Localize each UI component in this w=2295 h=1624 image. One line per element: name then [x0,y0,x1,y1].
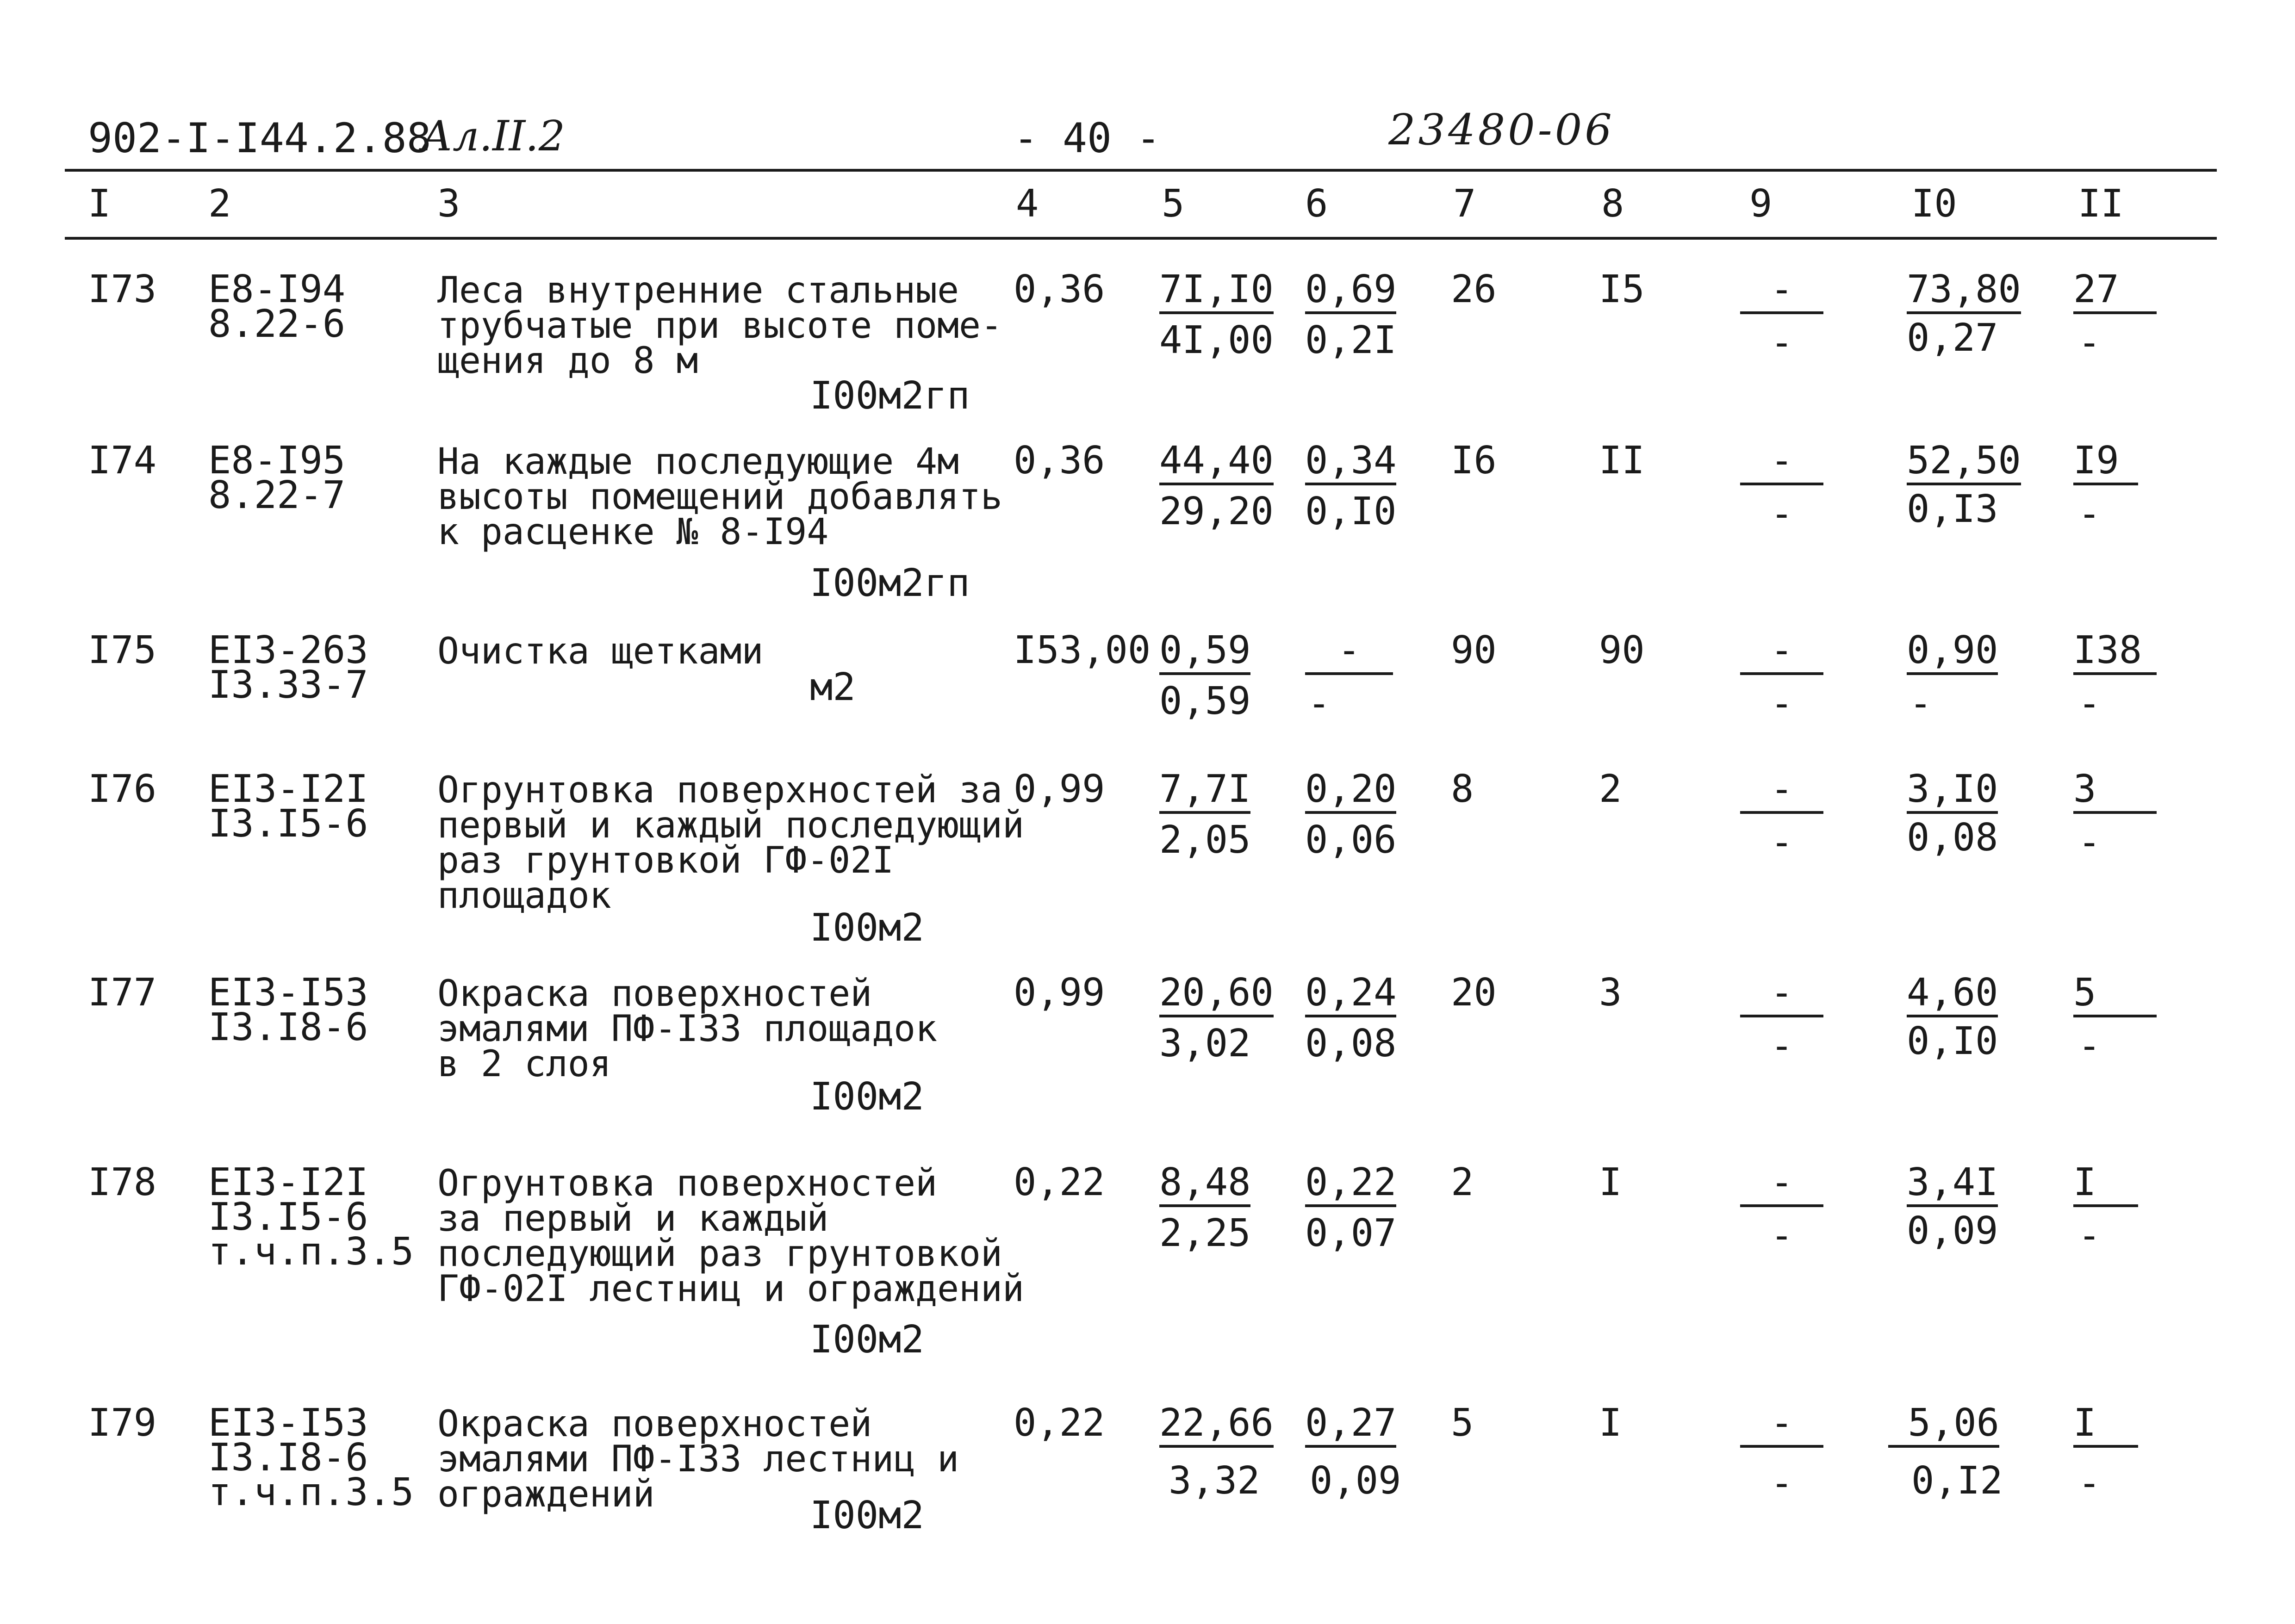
norm-code: E8-I95 [208,439,346,483]
col5-top: 0,59 [1159,632,1250,675]
col5-top: 44,40 [1159,442,1274,485]
col9-top: - [1740,1164,1823,1207]
col-header-8: 8 [1601,182,1624,226]
measure-unit: I00м2 [810,1494,924,1537]
col9-bottom: - [1770,321,1793,365]
table-top-rule [65,169,2217,172]
quantity: 0,36 [1014,267,1105,311]
col11-bottom: - [2078,1024,2101,1068]
col-header-9: 9 [1749,182,1773,226]
col10-bottom: - [1909,682,1932,725]
col5-top: 7I,I0 [1159,271,1274,314]
col6-top: 0,27 [1305,1404,1396,1448]
inventory-number: 23480-06 [1388,105,1615,155]
col8-value: 90 [1599,628,1645,672]
col8-value: I [1599,1401,1622,1445]
measure-unit: I00м2 [810,1318,924,1362]
col5-bottom: 0,59 [1159,679,1251,723]
col-header-1: I [88,182,111,226]
col6-bottom: 0,2I [1305,318,1397,362]
col6-bottom: 0,08 [1305,1022,1397,1066]
col9-bottom: - [1770,1214,1793,1258]
col5-top: 20,60 [1159,974,1274,1017]
col5-bottom: 4I,00 [1159,318,1274,362]
col7-value: 2 [1451,1160,1474,1204]
col10-top: 52,50 [1907,442,2021,485]
col6-top: 0,69 [1305,271,1396,314]
col9-top: - [1740,442,1823,485]
quantity: 0,36 [1014,439,1105,483]
col10-top: 4,60 [1907,974,1998,1017]
col6-bottom: 0,07 [1305,1211,1397,1255]
col9-bottom: - [1770,682,1793,725]
measure-unit: I00м2 [810,1075,924,1119]
col7-value: I6 [1451,439,1497,483]
col-header-2: 2 [208,182,231,226]
col7-value: 8 [1451,767,1474,811]
sheet-number: Ал.II.2 [421,112,566,161]
quantity: 0,99 [1014,767,1105,811]
col11-top: I [2073,1164,2138,1207]
col-header-6: 6 [1305,182,1328,226]
col11-bottom: - [2078,820,2101,864]
col8-value: 2 [1599,767,1622,811]
norm-code: EI3-I53 [208,971,368,1015]
col11-top: I9 [2073,442,2138,485]
col-header-7: 7 [1453,182,1476,226]
norm-code: 8.22-6 [208,302,346,346]
col6-bottom: - [1307,682,1331,725]
row-number: I75 [88,628,157,672]
measure-unit: I00м2 [810,906,924,950]
col7-value: 26 [1451,267,1497,311]
col9-top: - [1740,632,1823,675]
col5-bottom: 3,02 [1159,1022,1251,1066]
col6-bottom: 0,06 [1305,818,1397,862]
col6-bottom: 0,I0 [1305,490,1397,533]
col6-top: 0,20 [1305,770,1396,814]
row-number: I79 [88,1401,157,1445]
norm-code: EI3-I2I [208,767,368,811]
col10-bottom: 0,I0 [1907,1019,1998,1063]
col6-top: - [1305,632,1393,675]
measure-unit: I00м2гп [810,374,970,418]
col5-bottom: 3,32 [1169,1459,1260,1503]
work-description: Леса внутренние стальные трубчатые при высоте поме- щения до 8 м [437,270,1002,382]
col11-bottom: - [2078,682,2101,725]
col11-top: I [2073,1404,2138,1448]
col10-bottom: 0,I3 [1907,487,1998,531]
col11-top: I38 [2073,632,2157,675]
quantity: 0,22 [1014,1401,1105,1445]
col7-value: 90 [1451,628,1497,672]
col11-top: 27 [2073,271,2157,314]
quantity: I53,00 [1014,628,1151,672]
work-description: Огрунтовка поверхностей за первый и каждый последующий раз грунтовкой ГФ-02I лестниц и ограждений [437,1163,1024,1310]
col9-top: - [1740,770,1823,814]
col9-top: - [1740,271,1823,314]
col11-bottom: - [2078,1214,2101,1258]
row-number: I76 [88,767,157,811]
work-description: Очистка щетками [437,631,764,672]
col5-bottom: 29,20 [1159,490,1274,533]
col5-top: 7,7I [1159,770,1250,814]
row-number: I78 [88,1160,157,1204]
page-number: - 40 - [1014,114,1161,162]
norm-code: E8-I94 [208,267,346,311]
col10-top: 0,90 [1907,632,1998,675]
work-description: Окраска поверхностей эмалями ПФ-I33 лестниц и ограждений [437,1403,959,1515]
col6-top: 0,34 [1305,442,1396,485]
norm-code: EI3-263 [208,628,368,672]
row-number: I73 [88,267,157,311]
col8-value: I [1599,1160,1622,1204]
col10-top: 3,I0 [1907,770,1998,814]
col6-bottom: 0,09 [1310,1459,1401,1503]
quantity: 0,99 [1014,971,1105,1015]
col11-top: 3 [2073,770,2157,814]
col10-bottom: 0,09 [1907,1209,1998,1253]
norm-code: EI3-I53 [208,1401,368,1445]
col5-top: 22,66 [1159,1404,1274,1448]
col10-top: 5,06 [1888,1404,1999,1448]
col10-bottom: 0,I2 [1911,1459,2003,1503]
col-header-3: 3 [437,182,460,226]
norm-code: I3.I8-6 [208,1005,368,1049]
row-number: I77 [88,971,157,1015]
col9-bottom: - [1770,492,1793,536]
col11-bottom: - [2078,1461,2101,1505]
col5-bottom: 2,25 [1159,1211,1251,1255]
col10-bottom: 0,27 [1907,316,1998,360]
col9-bottom: - [1770,820,1793,864]
norm-code: т.ч.п.3.5 [208,1470,414,1514]
work-description: Окраска поверхностей эмалями ПФ-I33 площадок в 2 слоя [437,973,938,1085]
col7-value: 5 [1451,1401,1474,1445]
norm-code: I3.I5-6 [208,802,368,846]
col7-value: 20 [1451,971,1497,1015]
work-description: На каждые последующие 4м высоты помещений добавлять к расценке № 8-I94 [437,441,1002,553]
document-code: 902-I-I44.2.88 [88,114,431,162]
quantity: 0,22 [1014,1160,1105,1204]
work-description: Огрунтовка поверхностей за первый и каждый последующий раз грунтовкой ГФ-02I площадок [437,769,1024,917]
col10-bottom: 0,08 [1907,816,1998,860]
col-header-10: I0 [1911,182,1957,226]
col-header-11: II [2078,182,2124,226]
col9-top: - [1740,1404,1823,1448]
col9-bottom: - [1770,1024,1793,1068]
measure-unit: I00м2гп [810,561,970,605]
col9-bottom: - [1770,1461,1793,1505]
col11-bottom: - [2078,321,2101,365]
col6-top: 0,24 [1305,974,1396,1017]
col9-top: - [1740,974,1823,1017]
col8-value: II [1599,439,1645,483]
col-header-5: 5 [1162,182,1185,226]
col11-bottom: - [2078,492,2101,536]
table-header-rule [65,237,2217,240]
row-number: I74 [88,439,157,483]
norm-code: 8.22-7 [208,473,346,517]
col6-top: 0,22 [1305,1164,1396,1207]
col5-top: 8,48 [1159,1164,1250,1207]
norm-code: I3.33-7 [208,663,368,707]
norm-code: I3.I5-6 [208,1195,368,1239]
norm-code: I3.I8-6 [208,1436,368,1480]
col5-bottom: 2,05 [1159,818,1251,862]
col8-value: 3 [1599,971,1622,1015]
norm-code: EI3-I2I [208,1160,368,1204]
norm-code: т.ч.п.3.5 [208,1230,414,1274]
measure-unit: м2 [810,665,856,709]
col-header-4: 4 [1016,182,1039,226]
col11-top: 5 [2073,974,2157,1017]
col10-top: 3,4I [1907,1164,1998,1207]
col8-value: I5 [1599,267,1645,311]
col10-top: 73,80 [1907,271,2021,314]
